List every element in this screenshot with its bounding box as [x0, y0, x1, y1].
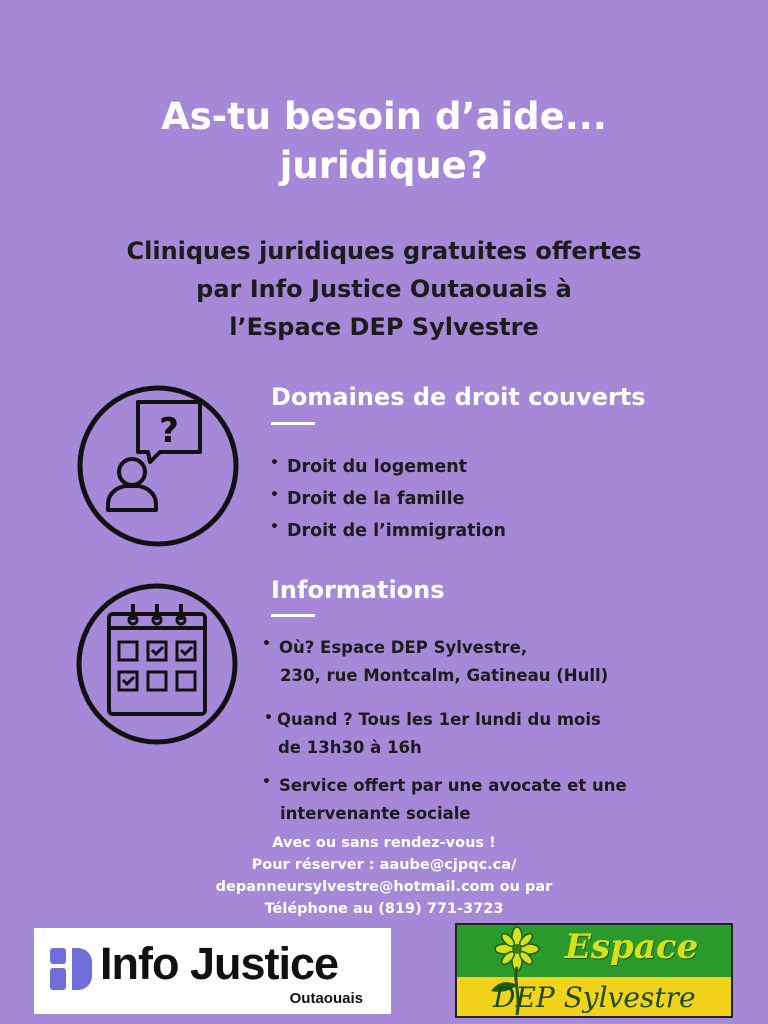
info-when: • Quand ? Tous les 1er lundi du mois de 13h30 à 16h: [264, 706, 601, 762]
info-justice-wordmark: Info Justice: [100, 938, 339, 989]
espace-subtitle: DEP Sylvestre: [493, 981, 696, 1014]
domains-list: [270, 451, 506, 547]
informations-underline: [271, 614, 315, 617]
calendar-icon: [75, 582, 239, 746]
info-justice-subtitle: Outaouais: [289, 990, 363, 1007]
headline-line-2: juridique?: [279, 144, 489, 187]
headline: [0, 92, 768, 190]
svg-text:?: ?: [159, 411, 179, 451]
subtitle-line-3: l’Espace DEP Sylvestre: [229, 313, 539, 341]
espace-title: Espace: [565, 927, 699, 967]
espace-dep-logo: [455, 923, 733, 1018]
info-when-line-1: Quand ? Tous les 1er lundi du mois: [276, 710, 601, 729]
info-when-line-2: de 13h30 à 16h: [278, 738, 422, 757]
contact-line-4: Téléphone au (819) 771-3723: [264, 901, 504, 917]
subtitle-line-1: Cliniques juridiques gratuites offertes: [126, 237, 642, 265]
info-where-line-2: 230, rue Montcalm, Gatineau (Hull): [280, 666, 609, 685]
info-justice-logo: [34, 928, 391, 1014]
contact-line-3: depanneursylvestre@hotmail.com ou par: [215, 879, 553, 895]
list-item: • Droit de la famille: [270, 487, 465, 509]
info-where: • Où? Espace DEP Sylvestre, 230, rue Montcalm, Gatineau (Hull): [262, 634, 608, 690]
info-justice-mark-icon: [48, 946, 94, 992]
info-service-line-2: intervenante sociale: [280, 804, 471, 823]
list-item: • Droit du logement: [270, 455, 468, 477]
info-where-line-1: Où? Espace DEP Sylvestre,: [278, 638, 528, 657]
contact-block: [0, 832, 768, 920]
contact-line-2: Pour réserver : aaube@cjpqc.ca/: [251, 857, 517, 873]
info-service-line-1: Service offert par une avocate et une: [278, 776, 627, 795]
domains-heading: Domaines de droit couverts: [271, 383, 646, 411]
subtitle-line-2: par Info Justice Outaouais à: [196, 275, 572, 303]
subtitle: [0, 232, 768, 346]
list-item: • Droit de l’immigration: [270, 519, 507, 541]
domains-underline: [271, 422, 315, 425]
headline-line-1: As-tu besoin d’aide...: [161, 95, 607, 138]
question-person-icon: [76, 384, 240, 548]
info-service: • Service offert par une avocate et une intervenante sociale: [262, 772, 627, 828]
contact-line-1: Avec ou sans rendez-vous !: [272, 835, 496, 851]
informations-heading: Informations: [271, 576, 445, 604]
